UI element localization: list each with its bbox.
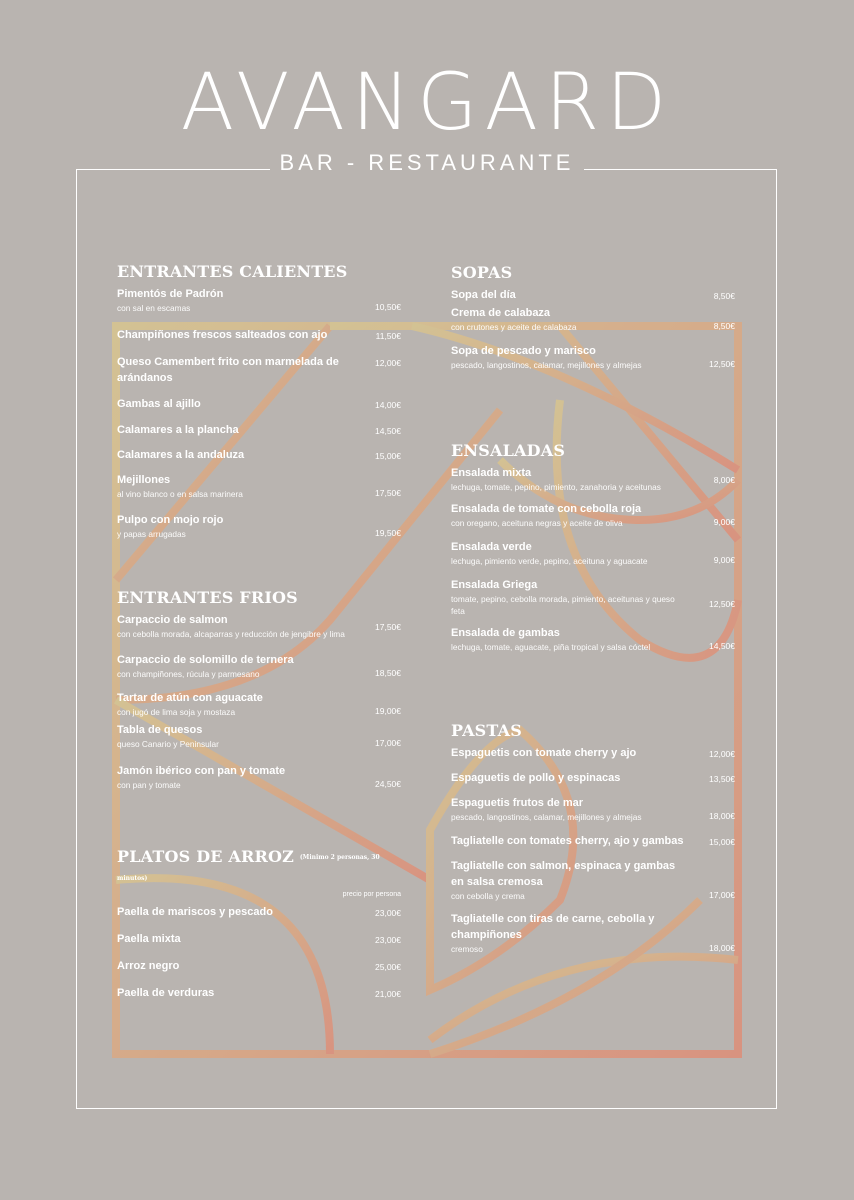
item-price: 13,50€ [709,774,735,784]
item-desc: con jugó de lima soja y mostaza [117,707,236,717]
item-desc: pescado, langostinos, calamar, mejillones y almejas [451,360,642,370]
item-name: Ensalada mixta [451,467,532,479]
item-price: 18,00€ [709,811,735,821]
menu-item [451,858,735,902]
item-price: 18,50€ [375,668,401,678]
section-title: SOPAS [451,263,513,282]
item-name: Tartar de atún con aguacate [117,692,263,704]
menu-item [451,577,735,617]
item-price: 10,50€ [375,302,401,312]
menu-right-column [451,263,735,964]
item-desc: con crutones y aceite de calabaza [451,322,577,332]
menu-item [451,745,735,761]
price-note: precio por persona [342,891,401,898]
menu-left-column [117,262,401,1010]
item-name: Jamón ibérico con pan y tomate [117,765,286,777]
item-desc: pescado, langostinos, calamar, mejillones y almejas [451,812,642,822]
item-price: 14,50€ [375,426,401,436]
item-name: Carpaccio de salmon [117,614,228,626]
item-price: 25,00€ [375,962,401,972]
menu-item [117,512,401,540]
item-desc: con champiñones, rúcula y parmesano [117,669,260,679]
section-title: PASTAS [451,721,523,740]
menu-item [451,833,735,849]
item-desc: con cebolla morada, alcaparras y reducción de jengibre y lima [117,629,345,639]
item-name: Champiñones frescos salteados con ajo [117,329,328,341]
menu-item [451,911,735,955]
item-name: Paella mixta [117,933,181,945]
menu-item [117,690,401,718]
item-name: Crema de calabaza [451,307,551,319]
item-desc: lechuga, pimiento verde, pepino, aceituna y aguacate [451,556,648,566]
item-desc: al vino blanco o en salsa marinera [117,489,243,499]
item-name: Tabla de quesos [117,724,203,736]
brand-subtitle [0,150,854,176]
item-name: Ensalada de gambas [451,627,560,639]
item-name: Sopa de pescado y marisco [451,345,596,357]
menu-item [117,958,401,974]
menu-item [451,343,735,371]
item-price: 15,00€ [375,451,401,461]
item-price: 8,00€ [713,475,735,485]
item-name: Calamares a la andaluza [117,449,245,461]
section-entrantes-frios [117,588,401,791]
menu-item [117,472,401,500]
menu-item [451,465,735,493]
item-price: 12,50€ [709,599,735,609]
item-name: Paella de verduras [117,987,215,999]
item-name: Tagliatelle con salmon, espinaca y gambas en salsa cremosa [451,860,676,888]
menu-item [117,722,401,750]
menu-item [451,795,735,823]
item-name: Calamares a la plancha [117,424,239,436]
section-title [117,847,401,889]
item-name: Pimentós de Padrón [117,288,224,300]
item-name: Gambas al ajillo [117,398,201,410]
menu-item [117,652,401,680]
item-name: Espaguetis de pollo y espinacas [451,772,621,784]
item-name: Tagliatelle con tiras de carne, cebolla y champiñones [451,913,655,941]
item-name: Queso Camembert frito con marmelada de arándanos [117,356,339,384]
item-name: Espaguetis con tomate cherry y ajo [451,747,637,759]
menu-item [117,327,401,343]
menu-item [117,422,401,438]
item-name: Sopa del día [451,289,516,301]
item-desc: queso Canario y Peninsular [117,739,219,749]
item-name: Carpaccio de solomillo de ternera [117,654,294,666]
item-name: Paella de mariscos y pescado [117,906,273,918]
item-desc: con cebolla y crema [451,891,525,901]
section-ensaladas [451,441,735,653]
menu-item [451,287,735,303]
item-price: 8,50€ [713,291,735,301]
item-desc: cremoso [451,944,483,954]
item-price: 23,00€ [375,908,401,918]
item-price: 17,50€ [375,622,401,632]
item-price: 11,50€ [375,331,401,341]
menu-item [451,539,735,567]
brand-logo: AVANGARD [180,58,674,148]
item-name: Pulpo con mojo rojo [117,514,224,526]
item-desc: con sal en escamas [117,303,191,313]
section-title: ENTRANTES FRIOS [117,588,298,607]
item-desc: con oregano, aceituna negras y aceite de oliva [451,518,623,528]
menu-item [117,612,401,640]
item-price: 12,00€ [709,749,735,759]
item-desc: y papas arrugadas [117,529,186,539]
item-desc: con pan y tomate [117,780,181,790]
section-note: (Minimo 2 personas, 30 minutos) [117,854,380,882]
item-name: Espaguetis frutos de mar [451,797,584,809]
item-price: 9,00€ [713,555,735,565]
item-name: Mejillones [117,474,171,486]
item-price: 14,50€ [709,641,735,651]
section-pastas [451,721,735,955]
section-sopas [451,263,735,371]
menu-item [117,447,401,463]
item-price: 21,00€ [375,989,401,999]
menu-item [117,763,401,791]
item-desc: lechuga, tomate, pepino, pimiento, zanahoria y aceitunas [451,482,661,492]
item-name: Ensalada verde [451,541,532,553]
item-price: 19,00€ [375,706,401,716]
section-title-text: PLATOS DE ARROZ [117,847,295,866]
menu-item [117,354,401,386]
item-price: 9,00€ [713,517,735,527]
item-desc: lechuga, tomate, aguacate, piña tropical y salsa cóctel [451,642,651,652]
item-name: Ensalada Griega [451,579,538,591]
item-price: 17,50€ [375,488,401,498]
menu-item [451,770,735,786]
section-title: ENTRANTES CALIENTES [117,262,348,281]
menu-item [117,904,401,920]
section-entrantes-calientes [117,262,401,540]
item-price: 23,00€ [375,935,401,945]
menu-item [117,286,401,314]
menu-item [451,305,735,333]
item-price: 12,50€ [709,359,735,369]
section-title: ENSALADAS [451,441,566,460]
menu-item [451,625,735,653]
item-name: Ensalada de tomate con cebolla roja [451,503,642,515]
item-price: 18,00€ [709,943,735,953]
menu-item [451,501,735,529]
item-desc: tomate, pepino, cebolla morada, pimiento, aceitunas y queso feta [451,594,675,616]
item-name: Tagliatelle con tomates cherry, ajo y gambas [451,835,684,847]
section-arroz [117,847,401,1001]
menu-item [117,985,401,1001]
item-price: 17,00€ [375,738,401,748]
item-price: 17,00€ [709,890,735,900]
item-price: 15,00€ [709,837,735,847]
item-price: 19,50€ [375,528,401,538]
item-price: 24,50€ [375,779,401,789]
menu-item [117,396,401,412]
item-price: 8,50€ [713,321,735,331]
item-price: 14,00€ [375,400,401,410]
menu-item [117,931,401,947]
item-name: Arroz negro [117,960,180,972]
brand-subtitle-text: BAR - RESTAURANTE [270,150,585,175]
item-price: 12,00€ [375,358,401,368]
